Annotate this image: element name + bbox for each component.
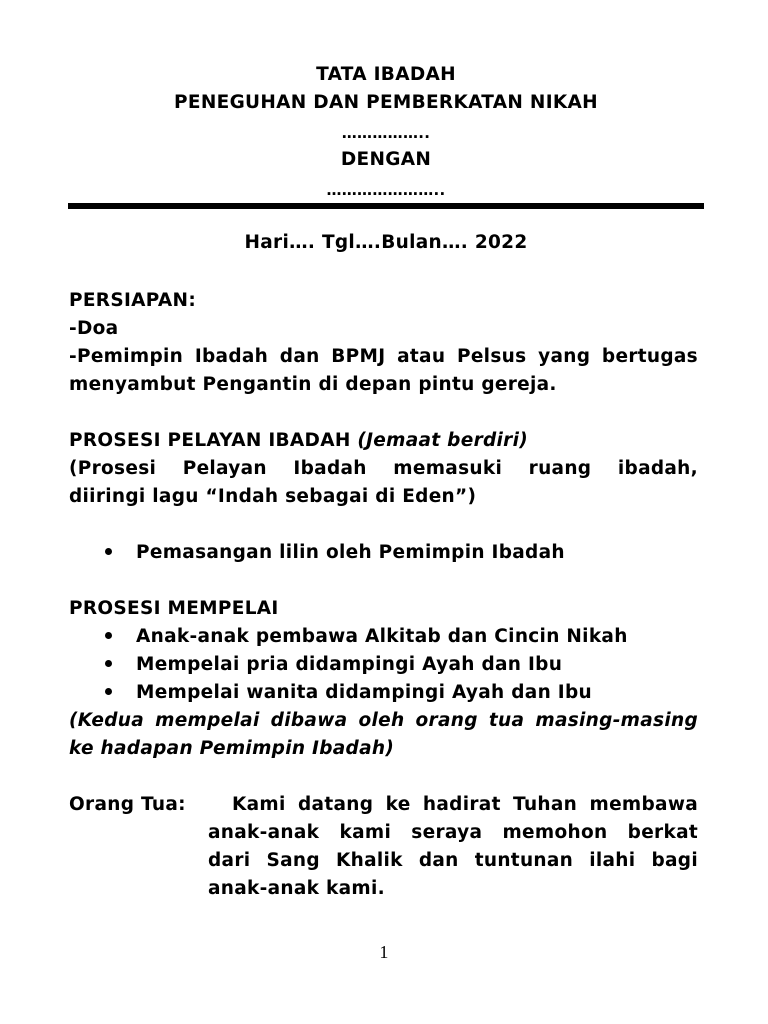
bullet-icon xyxy=(105,688,112,695)
list-item-text: Mempelai wanita didampingi Ayah dan Ibu xyxy=(136,682,592,703)
bullet-icon xyxy=(105,660,112,667)
bride-name-placeholder: ………………….. xyxy=(326,181,446,199)
prosesi-mempelai-note: ke hadapan Pemimpin Ibadah) xyxy=(69,738,395,759)
list-item-text: Pemasangan lilin oleh Pemimpin Ibadah xyxy=(136,542,565,563)
list-item xyxy=(105,654,562,675)
persiapan-item-line: -Pemimpin Ibadah dan BPMJ atau Pelsus yang bertugas xyxy=(69,346,698,367)
section-heading-prosesi-mempelai: PROSESI MEMPELAI xyxy=(69,598,279,619)
prosesi-pelayan-note: (Jemaat berdiri) xyxy=(357,430,528,451)
speaker-text: anak-anak kami seraya memohon berkat xyxy=(208,822,698,843)
persiapan-item-line: menyambut Pengantin di depan pintu gereja. xyxy=(69,374,557,395)
list-item-text: Mempelai pria didampingi Ayah dan Ibu xyxy=(136,654,563,675)
list-item xyxy=(105,682,592,703)
prosesi-pelayan-desc: diiringi lagu “Indah sebagai di Eden”) xyxy=(69,486,477,507)
speaker-text: Kami datang ke hadirat Tuhan membawa xyxy=(232,794,698,815)
prosesi-pelayan-title: PROSESI PELAYAN IBADAH xyxy=(69,430,351,451)
groom-name-placeholder: …………….. xyxy=(341,124,431,142)
connector-text: DENGAN xyxy=(340,149,432,170)
bullet-icon xyxy=(105,632,112,639)
section-heading-prosesi-pelayan xyxy=(69,430,528,451)
prosesi-pelayan-desc: (Prosesi Pelayan Ibadah memasuki ruang ibadah, xyxy=(69,458,698,479)
section-heading-persiapan: PERSIAPAN: xyxy=(69,290,197,311)
persiapan-item-doa: -Doa xyxy=(69,318,119,339)
speaker-text: anak-anak kami. xyxy=(208,878,385,899)
list-item xyxy=(105,626,628,647)
speaker-label: Orang Tua: xyxy=(69,794,186,815)
list-item xyxy=(105,542,565,563)
date-line: Hari…. Tgl….Bulan…. 2022 xyxy=(244,232,528,253)
bullet-icon xyxy=(105,548,112,555)
page-number: 1 xyxy=(379,942,389,962)
prosesi-mempelai-note: (Kedua mempelai dibawa oleh orang tua masing-masing xyxy=(69,710,698,731)
speaker-text: dari Sang Khalik dan tuntunan ilahi bagi xyxy=(208,850,698,871)
document-subtitle: PENEGUHAN DAN PEMBERKATAN NIKAH xyxy=(174,92,598,113)
header-divider xyxy=(68,203,704,209)
list-item-text: Anak-anak pembawa Alkitab dan Cincin Nikah xyxy=(136,626,628,647)
document-title: TATA IBADAH xyxy=(316,64,456,85)
